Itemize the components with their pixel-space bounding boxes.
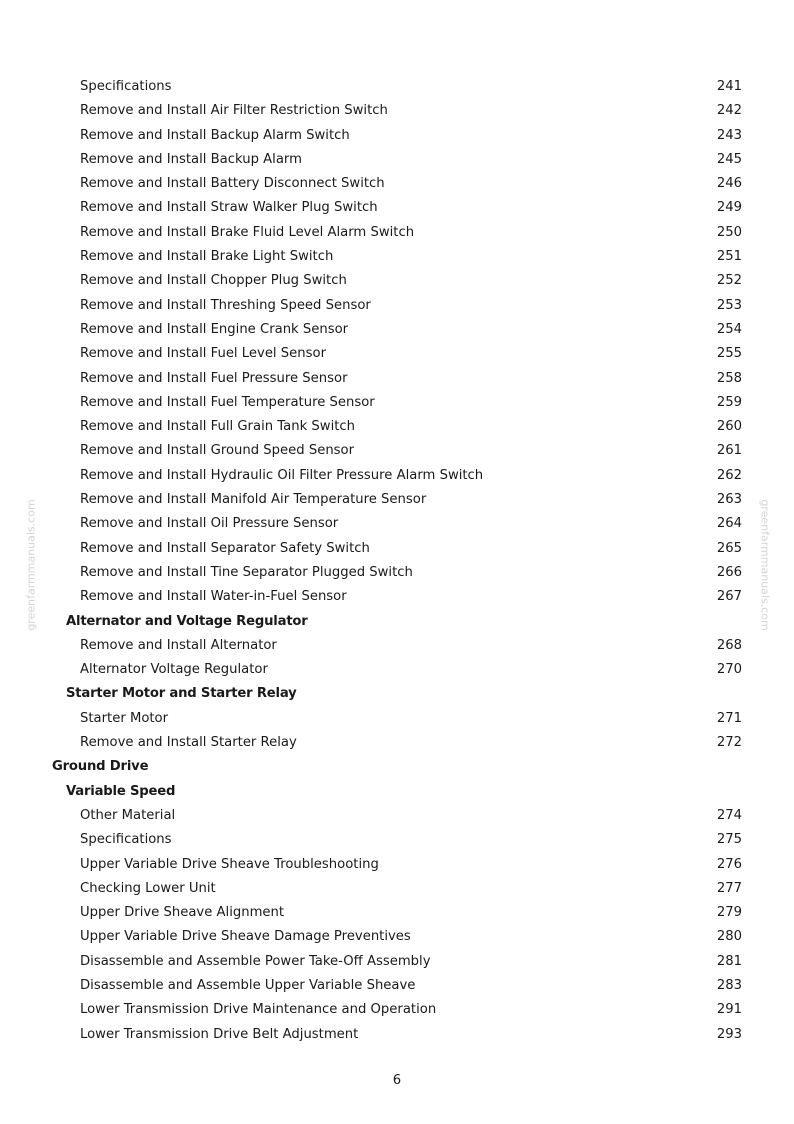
toc-entry[interactable] (0, 634, 794, 658)
toc-entry-page-number: 283 (716, 977, 742, 993)
toc-entry-title: Remove and Install Threshing Speed Sensor (80, 297, 371, 313)
toc-entry[interactable] (0, 124, 794, 148)
toc-entry-title: Remove and Install Brake Fluid Level Alarm Switch (80, 224, 415, 240)
toc-entry-title: Remove and Install Engine Crank Sensor (80, 321, 349, 337)
table-of-contents (0, 75, 794, 1047)
toc-entry[interactable] (0, 998, 794, 1022)
toc-entry[interactable] (0, 318, 794, 342)
toc-entry-page-number: 275 (716, 832, 742, 848)
toc-entry-page-number: 246 (716, 176, 742, 192)
toc-entry-page-number: 276 (716, 856, 742, 872)
toc-entry[interactable] (0, 658, 794, 682)
toc-entry[interactable] (0, 755, 794, 779)
toc-entry[interactable] (0, 99, 794, 123)
toc-entry-page-number: 264 (716, 516, 742, 532)
toc-entry-page-number: 272 (716, 735, 742, 751)
toc-entry-page-number: 245 (716, 151, 742, 167)
toc-entry-title: Specifications (80, 79, 172, 94)
toc-entry-title: Remove and Install Ground Speed Sensor (80, 443, 355, 459)
toc-entry-page-number: 274 (716, 807, 742, 823)
toc-entry[interactable] (0, 148, 794, 172)
toc-entry[interactable] (0, 439, 794, 463)
toc-entry-page-number: 251 (716, 249, 742, 265)
toc-entry[interactable] (0, 610, 794, 634)
toc-entry[interactable] (0, 731, 794, 755)
toc-entry[interactable] (0, 75, 794, 99)
toc-entry[interactable] (0, 974, 794, 998)
toc-entry-title: Remove and Install Starter Relay (80, 735, 297, 751)
toc-entry[interactable] (0, 537, 794, 561)
toc-entry[interactable] (0, 925, 794, 949)
toc-entry-title: Alternator Voltage Regulator (80, 662, 268, 678)
toc-entry-page-number: 258 (716, 370, 742, 386)
toc-entry-title: Variable Speed (66, 783, 176, 799)
toc-entry-page-number: 280 (716, 929, 742, 945)
toc-entry-title: Starter Motor (80, 710, 169, 726)
toc-entry-page-number: 262 (716, 467, 742, 483)
toc-entry[interactable] (0, 342, 794, 366)
watermark-left-text: greenfarmmanuals.com (24, 499, 38, 631)
toc-entry-title: Checking Lower Unit (80, 880, 216, 896)
toc-entry-title: Remove and Install Manifold Air Temperature Sensor (80, 492, 427, 508)
toc-entry[interactable] (0, 804, 794, 828)
watermark-right-text: greenfarmmanuals.com (758, 499, 772, 631)
toc-entry-title: Specifications (80, 832, 172, 848)
toc-entry-title: Starter Motor and Starter Relay (66, 686, 297, 702)
toc-entry-page-number: 271 (716, 710, 742, 726)
toc-entry[interactable] (0, 294, 794, 318)
toc-entry-page-number: 254 (716, 321, 742, 337)
toc-entry-page-number: 255 (716, 346, 742, 362)
toc-entry-title: Remove and Install Alternator (80, 637, 277, 653)
toc-entry[interactable] (0, 391, 794, 415)
toc-entry-title: Remove and Install Battery Disconnect Switch (80, 176, 385, 192)
toc-entry-page-number: 241 (716, 79, 742, 94)
toc-entry-title: Remove and Install Water-in-Fuel Sensor (80, 589, 347, 605)
toc-entry-page-number: 261 (716, 443, 742, 459)
toc-entry[interactable] (0, 877, 794, 901)
toc-entry-title: Lower Transmission Drive Belt Adjustment (80, 1026, 359, 1042)
toc-entry[interactable] (0, 245, 794, 269)
toc-entry-page-number: 263 (716, 492, 742, 508)
toc-entry-page-number: 252 (716, 273, 742, 289)
toc-entry-page-number: 291 (716, 1002, 742, 1018)
toc-entry[interactable] (0, 853, 794, 877)
toc-entry-page-number: 265 (716, 540, 742, 556)
toc-entry-page-number: 266 (716, 564, 742, 580)
toc-entry[interactable] (0, 828, 794, 852)
toc-entry-title: Lower Transmission Drive Maintenance and Operation (80, 1002, 437, 1018)
toc-entry[interactable] (0, 901, 794, 925)
toc-entry-title: Remove and Install Chopper Plug Switch (80, 273, 347, 289)
toc-entry-title: Remove and Install Fuel Pressure Sensor (80, 370, 348, 386)
toc-entry-title: Other Material (80, 807, 176, 823)
toc-entry-title: Remove and Install Straw Walker Plug Switch (80, 200, 378, 216)
toc-entry-page-number: 281 (716, 953, 742, 969)
toc-entry-title: Remove and Install Tine Separator Plugged Switch (80, 564, 413, 580)
toc-entry[interactable] (0, 415, 794, 439)
toc-entry[interactable] (0, 682, 794, 706)
toc-entry[interactable] (0, 269, 794, 293)
toc-entry[interactable] (0, 172, 794, 196)
toc-entry-page-number: 253 (716, 297, 742, 313)
toc-entry-title: Remove and Install Backup Alarm (80, 151, 302, 167)
toc-entry-title: Remove and Install Backup Alarm Switch (80, 127, 350, 143)
toc-entry-title: Disassemble and Assemble Power Take-Off Assembly (80, 953, 431, 969)
toc-entry-title: Remove and Install Separator Safety Switch (80, 540, 370, 556)
toc-entry[interactable] (0, 950, 794, 974)
toc-entry-page-number: 267 (716, 589, 742, 605)
toc-entry[interactable] (0, 780, 794, 804)
toc-entry-title: Remove and Install Oil Pressure Sensor (80, 516, 339, 532)
toc-entry-title: Upper Variable Drive Sheave Damage Preventives (80, 929, 411, 945)
toc-entry-title: Disassemble and Assemble Upper Variable Sheave (80, 977, 416, 993)
toc-entry-title: Remove and Install Fuel Level Sensor (80, 346, 326, 362)
toc-entry-page-number: 249 (716, 200, 742, 216)
toc-entry[interactable] (0, 221, 794, 245)
toc-entry[interactable] (0, 512, 794, 536)
toc-entry-title: Remove and Install Hydraulic Oil Filter Pressure Alarm Switch (80, 467, 484, 483)
toc-entry-page-number: 279 (716, 905, 742, 921)
toc-entry-title: Remove and Install Brake Light Switch (80, 249, 334, 265)
toc-entry-title: Upper Variable Drive Sheave Troubleshooting (80, 856, 379, 872)
toc-entry-page-number: 243 (716, 127, 742, 143)
toc-entry[interactable] (0, 1023, 794, 1047)
toc-entry-title: Remove and Install Full Grain Tank Switch (80, 419, 356, 435)
toc-entry[interactable] (0, 488, 794, 512)
toc-entry-page-number: 259 (716, 394, 742, 410)
toc-entry[interactable] (0, 367, 794, 391)
toc-entry-title: Upper Drive Sheave Alignment (80, 905, 285, 921)
toc-entry-page-number: 277 (716, 880, 742, 896)
toc-entry[interactable] (0, 707, 794, 731)
toc-entry-page-number: 293 (716, 1026, 742, 1042)
toc-entry[interactable] (0, 464, 794, 488)
toc-entry[interactable] (0, 585, 794, 609)
toc-entry-title: Ground Drive (52, 759, 149, 775)
toc-entry-page-number: 250 (716, 224, 742, 240)
toc-entry-page-number: 270 (716, 662, 742, 678)
toc-entry-page-number: 242 (716, 103, 742, 119)
toc-entry-title: Remove and Install Fuel Temperature Sensor (80, 394, 375, 410)
page-number: 6 (392, 1073, 402, 1088)
toc-entry-title: Remove and Install Air Filter Restriction Switch (80, 103, 388, 119)
toc-entry[interactable] (0, 196, 794, 220)
toc-entry-title: Alternator and Voltage Regulator (66, 613, 308, 629)
toc-entry[interactable] (0, 561, 794, 585)
toc-entry-page-number: 260 (716, 419, 742, 435)
toc-entry-page-number: 268 (716, 637, 742, 653)
